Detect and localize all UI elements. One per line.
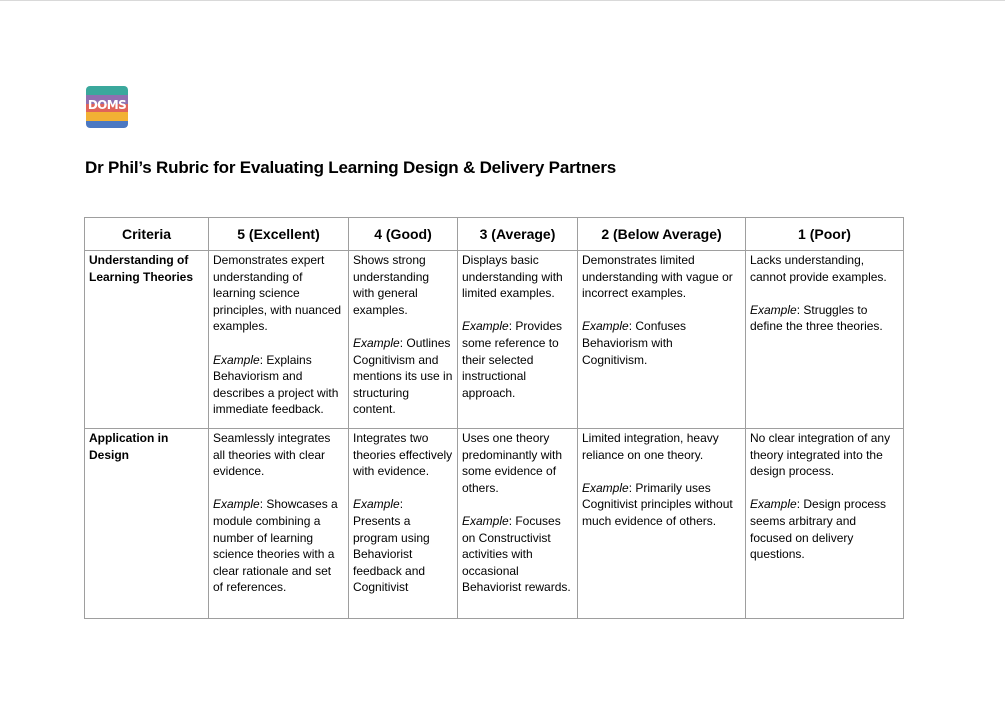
rating-description: Uses one theory predominantly with some evidence of others. xyxy=(462,431,563,495)
example-label: Example xyxy=(462,319,509,334)
rating-cell xyxy=(578,251,746,429)
rating-cell xyxy=(458,251,578,429)
rating-cell xyxy=(349,429,458,619)
rating-description: Integrates two theories effectively with evidence. xyxy=(353,431,453,479)
header-score-2: 2 (Below Average) xyxy=(578,218,746,251)
header-score-3: 3 (Average) xyxy=(458,218,578,251)
example-text: : Primarily uses Cognitivist principles without much evidence of others. xyxy=(582,480,733,528)
example-text: : Provides some reference to their selected instructional approach. xyxy=(462,319,563,400)
header-score-1: 1 (Poor) xyxy=(746,218,904,251)
example-label: Example xyxy=(353,497,400,512)
rating-cell xyxy=(746,251,904,429)
rubric-table xyxy=(84,217,904,619)
example-text: : Focuses on Constructivist activities with occasional Behaviorist rewards. xyxy=(462,513,571,595)
example-text: : Struggles to define the three theories. xyxy=(750,302,883,334)
rating-description: Limited integration, heavy reliance on one theory. xyxy=(582,431,719,462)
example-label: Example xyxy=(750,497,797,512)
page-top-border xyxy=(0,0,1005,1)
example-label: Example xyxy=(213,497,260,512)
rating-description: Displays basic understanding with limited examples. xyxy=(462,253,563,301)
example-text: : Showcases a module combining a number of learning science theories with a clear rationale and set of references. xyxy=(213,497,338,595)
header-criteria: Criteria xyxy=(85,218,209,251)
header-score-4: 4 (Good) xyxy=(349,218,458,251)
rating-description: Shows strong understanding with general examples. xyxy=(353,253,430,317)
rating-cell xyxy=(578,429,746,619)
rating-cell xyxy=(458,429,578,619)
doms-logo xyxy=(86,86,128,128)
rating-description: No clear integration of any theory integrated into the design process. xyxy=(750,431,891,479)
header-score-5: 5 (Excellent) xyxy=(209,218,349,251)
rating-description: Demonstrates limited understanding with vague or incorrect examples. xyxy=(582,253,733,301)
rating-cell xyxy=(209,429,349,619)
criteria-cell: Application in Design xyxy=(85,429,209,619)
example-label: Example xyxy=(582,319,629,334)
example-label: Example xyxy=(462,513,509,528)
rating-cell xyxy=(349,251,458,429)
example-text: : Presents a program using Behaviorist feedback and Cognitivist xyxy=(353,497,430,595)
logo-text: DOMS xyxy=(87,98,127,112)
table-header-row xyxy=(85,218,904,251)
example-text: : Confuses Behaviorism with Cognitivism. xyxy=(582,319,687,367)
table-row xyxy=(85,251,904,429)
rating-cell xyxy=(209,251,349,429)
table-row xyxy=(85,429,904,619)
criteria-cell: Understanding of Learning Theories xyxy=(85,251,209,429)
rating-description: Seamlessly integrates all theories with clear evidence. xyxy=(213,431,331,479)
rating-description: Lacks understanding, cannot provide examples. xyxy=(750,253,887,284)
example-label: Example xyxy=(213,352,260,367)
document-title: Dr Phil’s Rubric for Evaluating Learning Design & Delivery Partners xyxy=(85,158,617,177)
example-label: Example xyxy=(750,302,797,317)
example-text: : Outlines Cognitivism and mentions its use in structuring content. xyxy=(353,335,453,417)
example-text: : Explains Behaviorism and describes a project with immediate feedback. xyxy=(213,352,339,417)
rating-description: Demonstrates expert understanding of learning science principles, with nuanced examples. xyxy=(213,253,342,334)
rating-cell xyxy=(746,429,904,619)
example-label: Example xyxy=(582,480,629,495)
example-label: Example xyxy=(353,335,400,350)
example-text: : Design process seems arbitrary and focused on delivery questions. xyxy=(750,497,887,562)
